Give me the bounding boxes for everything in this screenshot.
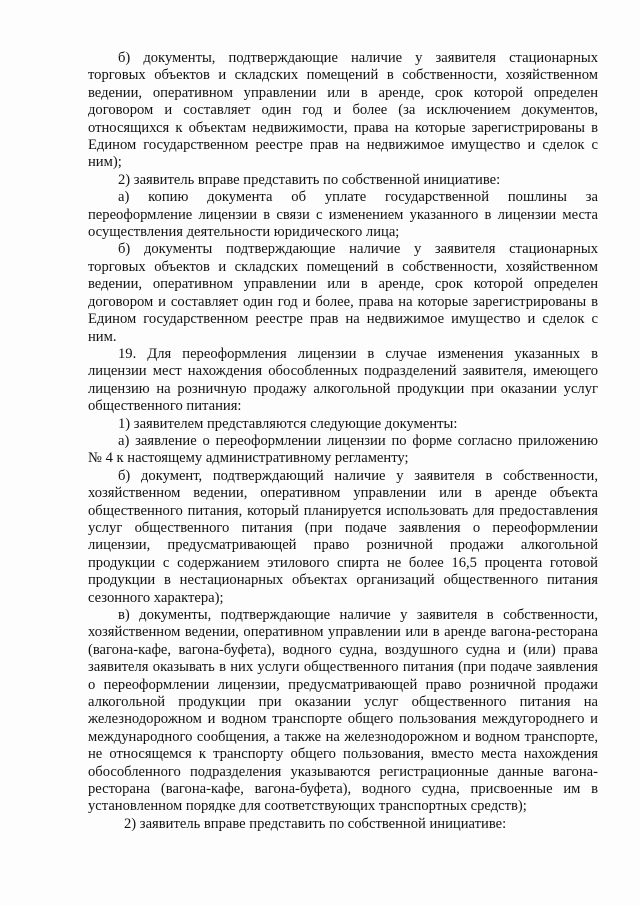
paragraph-1b-documents-stationary-objects: б) документы, подтверждающие наличие у заявителя стационарных торговых объектов и складских помещений в собственности, хозяйственном ведении, оперативном управлении или в аренде, срок которой определен договором и составляет один год и более (за исключением документов, относящихся к объектам недвижимости, права на которые зарегистрированы в Едином государственном реестре прав на недвижимое имущество и сделок с ним); [88, 50, 598, 171]
paragraph-19-reissue-catering: 19. Для переоформления лицензии в случае изменения указанных в лицензии мест нахождения обособленных подразделений заявителя, имеющего лицензию на розничную продажу алкогольной продукции при оказании услуг общественного питания: [88, 345, 598, 415]
paragraph-1v-transport-documents: в) документы, подтверждающие наличие у заявителя в собственности, хозяйственном ведении, оперативном управлении или в аренде вагона-ресторана (вагона-кафе, вагона-буфета), водного судна, воздушного судна и (или) права заявителя оказывать в них услуги общественного питания (при подаче заявления о переоформлении лицензии, предусматривающей право розничной продажи алкогольной продукции при оказании услуг общественного питания на железнодорожном и водном транспорте общего пользования междугороднего и международного сообщения, а также на железнодорожном и водном транспорте, не относящемся к транспорту общего пользования, вместо места нахождения обособленного подразделения указываются регистрационные данные вагона-ресторана (вагона-кафе, вагона-буфета), водного судна, присвоенные им в установленном порядке для соответствующих транспортных средств); [88, 607, 598, 815]
paragraph-2-own-initiative-repeat: 2) заявитель вправе представить по собственной инициативе: [124, 815, 507, 832]
document-body [88, 50, 598, 833]
paragraph-2a-state-fee-copy: а) копию документа об уплате государственной пошлины за переоформление лицензии в связи с изменением указанного в лицензии места осуществления деятельности юридического лица; [88, 189, 598, 241]
paragraph-2b-documents-stationary-objects: б) документы подтверждающие наличие у заявителя стационарных торговых объектов и складских помещений в собственности, хозяйственном ведении, оперативном управлении или в аренде, срок которой определен договором и составляет один год и более, права на которые зарегистрированы в Едином государственном реестре прав на недвижимое имущество и сделок с ним. [88, 241, 598, 345]
paragraph-1b-catering-object-document: б) документ, подтверждающий наличие у заявителя в собственности, хозяйственном ведении, оперативном управлении или в аренде объекта общественного питания, который планируется использовать для предоставления услуг общественного питания (при подаче заявления о переоформлении лицензии, предусматривающей право розничной продажи алкогольной продукции с содержанием этилового спирта не более 16,5 процента готовой продукции в нестационарных объектах организаций общественного питания сезонного характера); [88, 467, 598, 606]
paragraph-1-required-documents: 1) заявителем представляются следующие документы: [118, 415, 458, 432]
paragraph-1a-application-form: а) заявление о переоформлении лицензии по форме согласно приложению № 4 к настоящему административному регламенту; [88, 432, 598, 467]
paragraph-2-own-initiative: 2) заявитель вправе представить по собственной инициативе: [118, 171, 501, 188]
